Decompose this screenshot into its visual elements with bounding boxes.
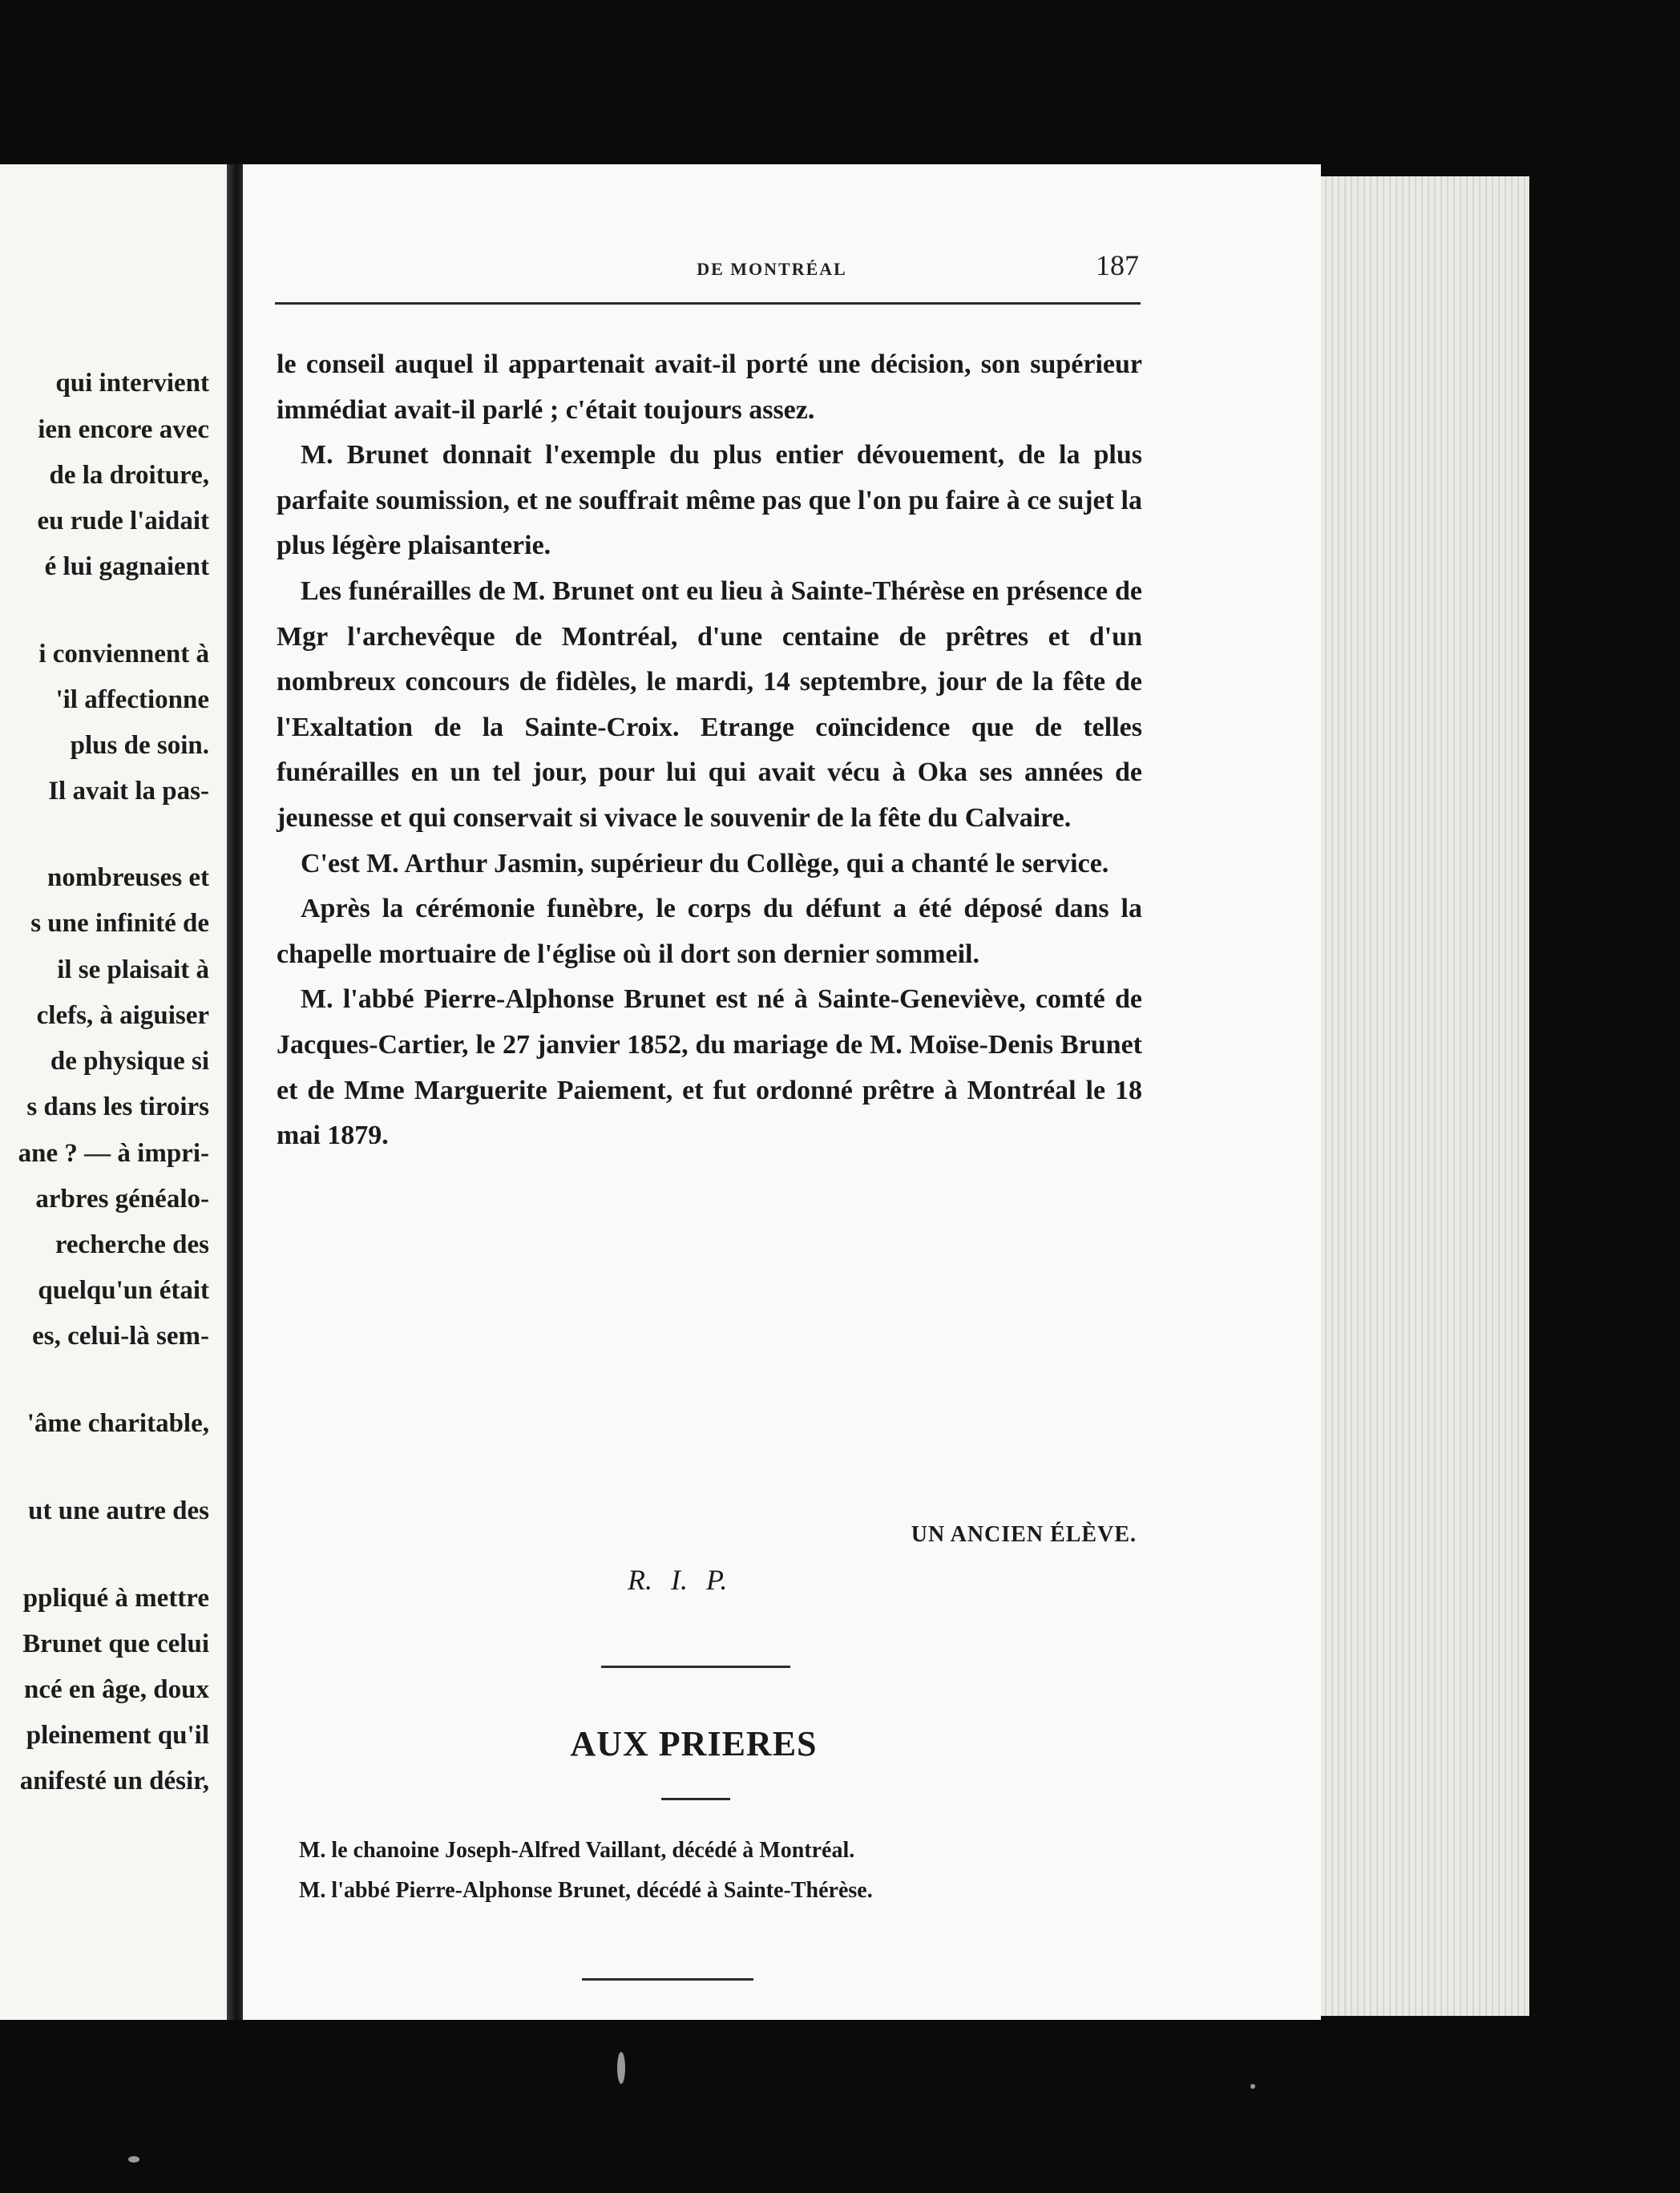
- body-text: [277, 342, 1142, 1159]
- left-page-line: quelqu'un était: [38, 1276, 209, 1305]
- left-page-line: nombreuses et: [47, 863, 209, 892]
- left-page-line: Brunet que celui: [22, 1630, 209, 1658]
- section-title: AUX PRIERES: [570, 1724, 818, 1763]
- paragraph: M. Brunet donnait l'exemple du plus entier dévouement, de la plus parfaite soumission, et ne souffrait même pas que l'on pu faire à ce sujet la plus légère plaisanterie.: [277, 440, 1142, 561]
- prayer-entry: M. le chanoine Joseph-Alfred Vaillant, décédé à Montréal.: [299, 1838, 855, 1863]
- left-page-line: s dans les tiroirs: [26, 1092, 209, 1121]
- left-page-line: ppliqué à mettre: [22, 1584, 209, 1613]
- left-page-line: pleinement qu'il: [26, 1721, 209, 1750]
- left-page-line: arbres généalo-: [35, 1185, 209, 1214]
- page-edges: [1321, 176, 1529, 2016]
- separator-rule: [601, 1666, 790, 1668]
- header-rule: [275, 302, 1141, 305]
- paragraph: le conseil auquel il appartenait avait-il porté une décision, son supérieur immédiat avait-il parlé ; c'était toujours assez.: [277, 349, 1142, 425]
- left-page-line: clefs, à aiguiser: [36, 1001, 209, 1030]
- left-page-line: i conviennent à: [38, 640, 209, 668]
- left-page-line: 'il affectionne: [55, 685, 209, 714]
- left-page-line: anifesté un désir,: [19, 1767, 209, 1795]
- left-page-line: il se plaisait à: [57, 955, 209, 984]
- running-header: DE MONTRÉAL: [697, 259, 847, 279]
- left-page-line: de physique si: [50, 1047, 209, 1076]
- left-page-line: ut une autre des: [28, 1496, 209, 1525]
- left-page-line: ien encore avec: [38, 415, 209, 444]
- signature: UN ANCIEN ÉLÈVE.: [911, 1522, 1137, 1547]
- left-page-line: es, celui-là sem-: [32, 1322, 209, 1351]
- left-page-line: s une infinité de: [30, 909, 209, 938]
- left-page-line: recherche des: [55, 1230, 209, 1259]
- left-page-line: eu rude l'aidait: [37, 507, 209, 535]
- paragraph: Les funérailles de M. Brunet ont eu lieu à Sainte-Thérèse en présence de Mgr l'archevêque de Montréal, d'une centaine de prêtres et d'un nombreux concours de fidèles, le mardi, 14 septembre, jour de la fête de l'Exaltation de la Sainte-Croix. Etrange coïncidence que de telles funérailles en un tel jour, pour lui qui avait vécu à Oka ses années de jeunesse et qui conservait si vivace le souvenir de la fête du Calvaire.: [277, 576, 1142, 833]
- left-page-line: 'âme charitable,: [26, 1409, 209, 1438]
- left-page-line: qui intervient: [55, 369, 209, 398]
- separator-rule-short: [661, 1798, 730, 1800]
- scan-speck: [1250, 2084, 1255, 2089]
- left-page-line: ncé en âge, doux: [24, 1675, 209, 1704]
- left-page-line: plus de soin.: [70, 731, 209, 760]
- left-page-fragment: [0, 164, 227, 2020]
- paragraph: M. l'abbé Pierre-Alphonse Brunet est né à Sainte-Geneviève, comté de Jacques-Cartier, le 27 janvier 1852, du mariage de M. Moïse-Denis Brunet et de Mme Marguerite Paiement, et fut ordonné prêtre à Montréal le 18 mai 1879.: [277, 984, 1142, 1151]
- book-page: [243, 164, 1321, 2020]
- left-page-line: de la droiture,: [49, 461, 209, 490]
- paragraph: Après la cérémonie funèbre, le corps du défunt a été déposé dans la chapelle mortuaire de l'église où il dort son dernier sommeil.: [277, 894, 1142, 969]
- prayer-entry: M. l'abbé Pierre-Alphonse Brunet, décédé à Sainte-Thérèse.: [299, 1878, 873, 1903]
- left-page-line: Il avait la pas-: [48, 777, 209, 806]
- scan-speck: [128, 2156, 139, 2163]
- left-page-line: é lui gagnaient: [44, 552, 209, 581]
- left-page-line: ane ? — à impri-: [18, 1139, 209, 1168]
- page-number: 187: [1096, 249, 1139, 281]
- separator-rule: [582, 1978, 753, 1981]
- book-gutter: [227, 164, 243, 2020]
- rip-text: R. I. P.: [628, 1564, 728, 1596]
- paragraph: C'est M. Arthur Jasmin, supérieur du Collège, qui a chanté le service.: [301, 848, 1109, 878]
- scan-speck: [617, 2052, 625, 2084]
